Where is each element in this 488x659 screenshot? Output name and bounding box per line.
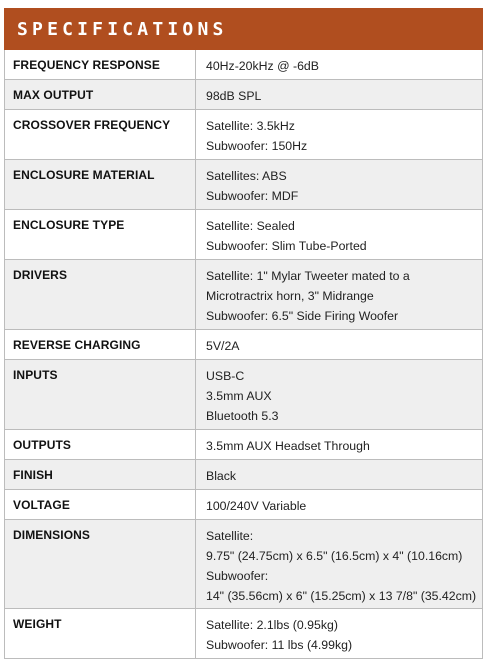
spec-row bbox=[5, 260, 482, 330]
spec-value-line: 3.5mm AUX bbox=[206, 389, 272, 403]
spec-values bbox=[196, 80, 482, 109]
spec-label: WEIGHT bbox=[5, 609, 196, 658]
spec-label: DIMENSIONS bbox=[5, 520, 196, 608]
spec-value-line: 9.75" (24.75cm) x 6.5" (16.5cm) x 4" (10.16cm) bbox=[206, 549, 463, 563]
spec-value-line: 14" (35.56cm) x 6" (15.25cm) x 13 7/8" (35.42cm) bbox=[206, 589, 477, 603]
spec-row bbox=[5, 330, 482, 360]
spec-value-line: Satellite: 3.5kHz bbox=[206, 119, 295, 133]
spec-values bbox=[196, 490, 482, 519]
spec-value-line: Satellites: ABS bbox=[206, 169, 287, 183]
spec-value-line: Subwoofer: MDF bbox=[206, 189, 299, 203]
spec-row bbox=[5, 360, 482, 430]
spec-value-line: 5V/2A bbox=[206, 339, 240, 353]
spec-value-line: Subwoofer: 6.5" Side Firing Woofer bbox=[206, 309, 399, 323]
spec-value-line: Subwoofer: bbox=[206, 569, 269, 583]
specifications-table bbox=[4, 50, 483, 659]
spec-value-line: Satellite: 2.1lbs (0.95kg) bbox=[206, 618, 338, 632]
spec-label: FREQUENCY RESPONSE bbox=[5, 50, 196, 79]
spec-value-line: 100/240V Variable bbox=[206, 499, 307, 513]
spec-row bbox=[5, 160, 482, 210]
spec-value-line: Subwoofer: 150Hz bbox=[206, 139, 308, 153]
spec-row bbox=[5, 50, 482, 80]
spec-label: ENCLOSURE MATERIAL bbox=[5, 160, 196, 209]
spec-values bbox=[196, 609, 482, 658]
spec-values bbox=[196, 260, 482, 329]
spec-row bbox=[5, 110, 482, 160]
spec-value-line: Subwoofer: 11 lbs (4.99kg) bbox=[206, 638, 353, 652]
spec-label: MAX OUTPUT bbox=[5, 80, 196, 109]
spec-values bbox=[196, 160, 482, 209]
spec-row bbox=[5, 430, 482, 460]
spec-label: VOLTAGE bbox=[5, 490, 196, 519]
spec-values bbox=[196, 520, 482, 608]
spec-label: FINISH bbox=[5, 460, 196, 489]
spec-row bbox=[5, 210, 482, 260]
spec-row bbox=[5, 80, 482, 110]
spec-value-line: 98dB SPL bbox=[206, 89, 262, 103]
spec-value-line: Subwoofer: Slim Tube-Ported bbox=[206, 239, 367, 253]
spec-row bbox=[5, 460, 482, 490]
spec-values bbox=[196, 430, 482, 459]
spec-values bbox=[196, 50, 482, 79]
spec-values bbox=[196, 360, 482, 429]
specifications-sheet bbox=[4, 8, 483, 659]
spec-values bbox=[196, 330, 482, 359]
spec-values bbox=[196, 110, 482, 159]
spec-label: DRIVERS bbox=[5, 260, 196, 329]
spec-label: CROSSOVER FREQUENCY bbox=[5, 110, 196, 159]
spec-values bbox=[196, 210, 482, 259]
spec-label: REVERSE CHARGING bbox=[5, 330, 196, 359]
spec-value-line: Satellite: 1" Mylar Tweeter mated to a bbox=[206, 269, 410, 283]
spec-value-line: Bluetooth 5.3 bbox=[206, 409, 279, 423]
spec-value-line: USB-C bbox=[206, 369, 245, 383]
spec-label: ENCLOSURE TYPE bbox=[5, 210, 196, 259]
spec-values bbox=[196, 460, 482, 489]
spec-label: INPUTS bbox=[5, 360, 196, 429]
page-title: SPECIFICATIONS bbox=[17, 18, 228, 40]
spec-value-line: Black bbox=[206, 469, 237, 483]
spec-row bbox=[5, 609, 482, 659]
spec-row bbox=[5, 520, 482, 609]
spec-value-line: Satellite: Sealed bbox=[206, 219, 295, 233]
spec-label: OUTPUTS bbox=[5, 430, 196, 459]
spec-value-line: Satellite: bbox=[206, 529, 254, 543]
spec-value-line: 40Hz-20kHz @ -6dB bbox=[206, 59, 319, 73]
spec-row bbox=[5, 490, 482, 520]
spec-value-line: 3.5mm AUX Headset Through bbox=[206, 439, 370, 453]
spec-value-line: Microtractrix horn, 3" Midrange bbox=[206, 289, 374, 303]
specifications-header bbox=[4, 8, 483, 50]
